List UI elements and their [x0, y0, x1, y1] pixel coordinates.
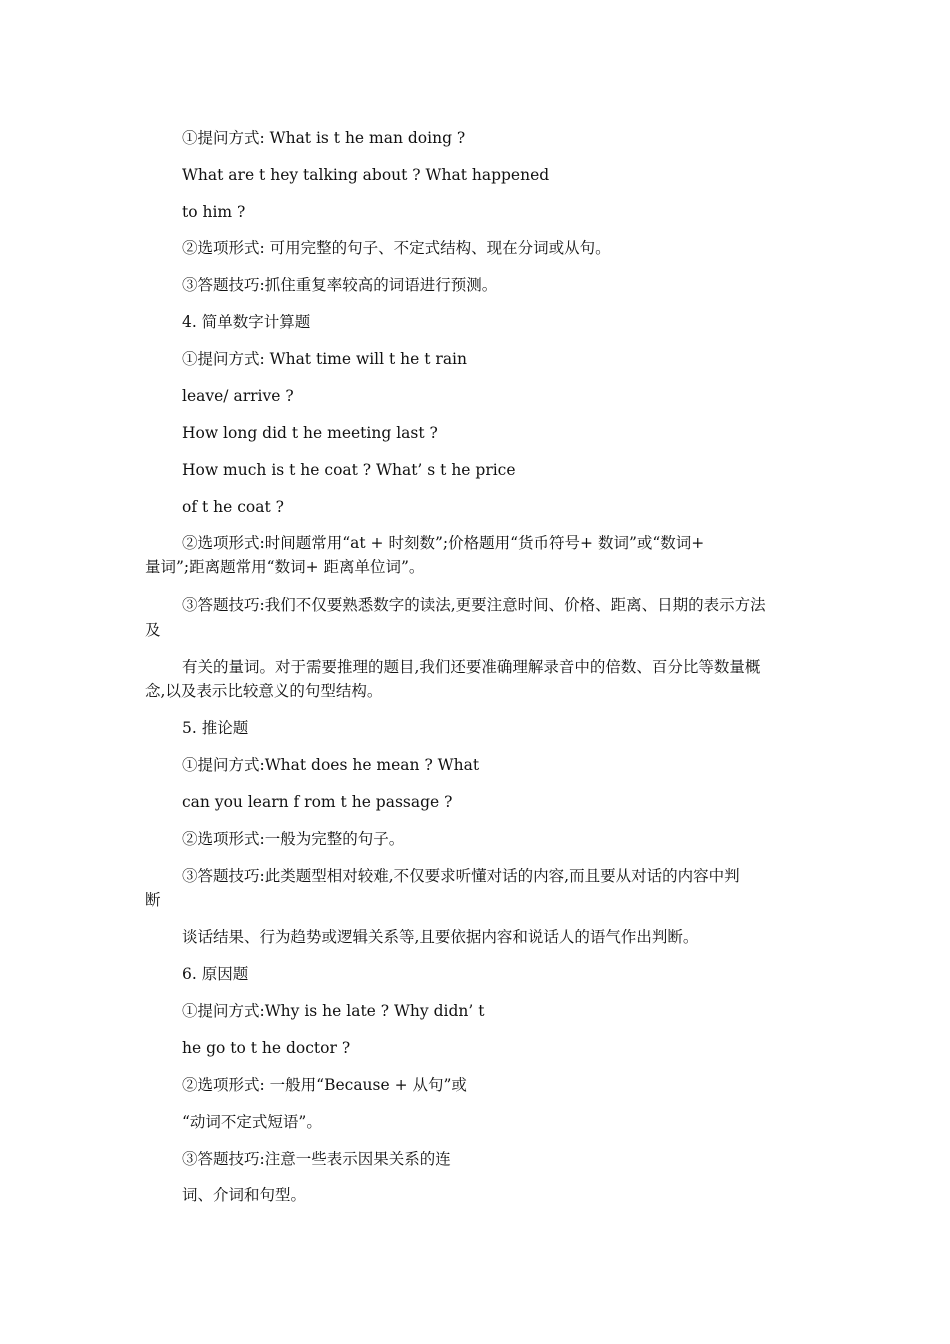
text-line: ③答题技巧:此类题型相对较难,不仅要求听懂对话的内容,而且要从对话的内容中判: [182, 867, 740, 885]
text-line: What are t hey talking about ? What happened: [182, 166, 550, 184]
text-line: ②选项形式:一般为完整的句子。: [182, 830, 405, 848]
text-line: to him ?: [182, 203, 246, 221]
text-line: leave/ arrive ?: [182, 387, 294, 405]
text-line: How much is t he coat ? What’ s t he price: [182, 461, 516, 479]
text-line: of t he coat ?: [182, 498, 284, 516]
text-line: ③答题技巧:我们不仅要熟悉数字的读法,更要注意时间、价格、距离、日期的表示方法: [182, 596, 766, 614]
text-line: ③答题技巧:抓住重复率较高的词语进行预测。: [182, 276, 498, 294]
text-line: he go to t he doctor ?: [182, 1039, 351, 1057]
text-line: can you learn f rom t he passage ?: [182, 793, 453, 811]
section-heading: 5. 推论题: [182, 719, 249, 737]
text-line: ②选项形式: 一般用“Because + 从句”或: [182, 1076, 467, 1094]
text-line: ①提问方式:What does he mean ? What: [182, 756, 480, 774]
text-line: ①提问方式:Why is he late ? Why didn’ t: [182, 1002, 485, 1020]
text-line: ②选项形式: 可用完整的句子、不定式结构、现在分词或从句。: [182, 239, 611, 257]
text-line: “动词不定式短语”。: [182, 1113, 322, 1131]
text-line: 谈话结果、行为趋势或逻辑关系等,且要依据内容和说话人的语气作出判断。: [182, 928, 699, 946]
text-line: ②选项形式:时间题常用“at + 时刻数”;价格题用“货币符号+ 数词”或“数词+: [182, 534, 705, 552]
text-line: 量词”;距离题常用“数词+ 距离单位词”。: [145, 558, 425, 576]
text-line: 断: [145, 891, 161, 909]
text-line: 有关的量词。对于需要推理的题目,我们还要准确理解录音中的倍数、百分比等数量概: [182, 658, 761, 676]
section-heading: 4. 简单数字计算题: [182, 313, 311, 331]
text-line: ①提问方式: What is t he man doing ?: [182, 129, 466, 147]
section-heading: 6. 原因题: [182, 965, 249, 983]
text-line: ①提问方式: What time will t he t rain: [182, 350, 467, 368]
text-line: 词、介词和句型。: [182, 1186, 307, 1204]
text-line: 及: [145, 621, 161, 639]
text-line: ③答题技巧:注意一些表示因果关系的连: [182, 1150, 451, 1168]
text-line: How long did t he meeting last ?: [182, 424, 438, 442]
text-line: 念,以及表示比较意义的句型结构。: [145, 682, 383, 700]
